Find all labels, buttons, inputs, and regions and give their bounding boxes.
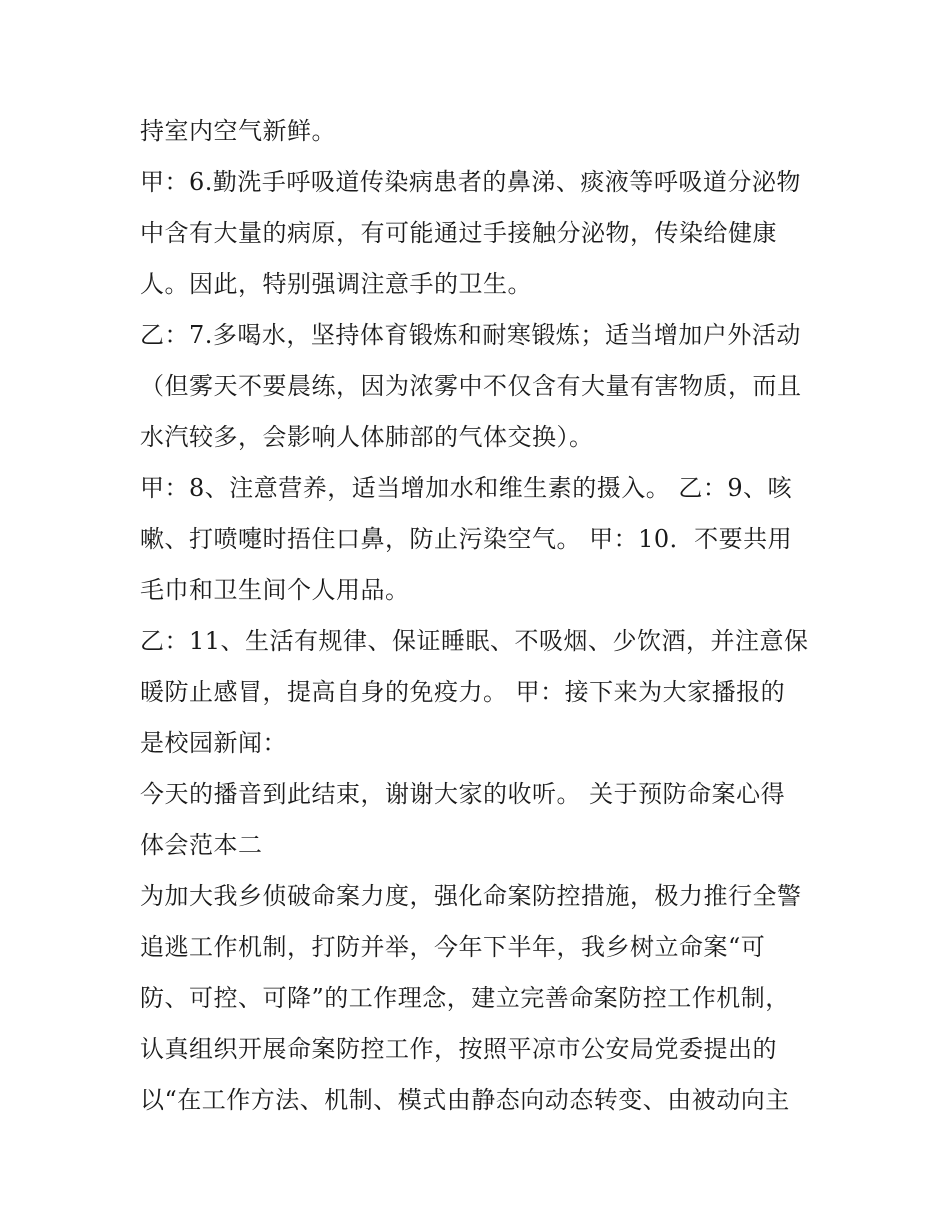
text-line: 防、可控、可降”的工作理念，建立完善命案防控工作机制， (140, 984, 790, 1012)
text-line: 嗽、打喷嚏时捂住口鼻，防止污染空气。 甲：10．不要共用 (140, 525, 793, 553)
text-line: 中含有大量的病原，有可能通过手接触分泌物，传染给健康 (140, 219, 777, 247)
text-line: 乙：11、生活有规律、保证睡眠、不吸烟、少饮酒，并注意保 (140, 627, 809, 655)
text-line: 水汽较多，会影响人体肺部的气体交换）。 (140, 423, 594, 451)
text-line: 甲：8、注意营养，适当增加水和维生素的摄入。 乙：9、咳 (140, 474, 793, 502)
text-line: 毛巾和卫生间个人用品。 (140, 576, 410, 604)
text-line: 以“在工作方法、机制、模式由静态向动态转变、由被动向主 (140, 1086, 790, 1114)
text-line: 暖防止感冒，提高自身的免疫力。 甲：接下来为大家播报的 (140, 678, 786, 706)
text-line: （但雾天不要晨练，因为浓雾中不仅含有大量有害物质，而且 (140, 372, 802, 400)
document-body (140, 106, 820, 1126)
text-line: 今天的播音到此结束，谢谢大家的收听。 关于预防命案心得 (140, 780, 786, 808)
text-line: 人。因此，特别强调注意手的卫生。 (140, 270, 532, 298)
text-line: 乙：7.多喝水，坚持体育锻炼和耐寒锻炼；适当增加户外活动 (140, 321, 801, 349)
text-line: 为加大我乡侦破命案力度，强化命案防控措施，极力推行全警 (140, 882, 802, 910)
text-line: 认真组织开展命案防控工作，按照平凉市公安局党委提出的 (140, 1035, 777, 1063)
text-line: 甲：6.勤洗手呼吸道传染病患者的鼻涕、痰液等呼吸道分泌物 (140, 168, 801, 196)
text-line: 是校园新闻： (140, 729, 287, 757)
text-line: 体会范本二 (140, 831, 263, 859)
text-line: 追逃工作机制，打防并举，今年下半年，我乡树立命案“可 (140, 933, 766, 961)
text-line: 持室内空气新鲜。 (140, 117, 336, 145)
